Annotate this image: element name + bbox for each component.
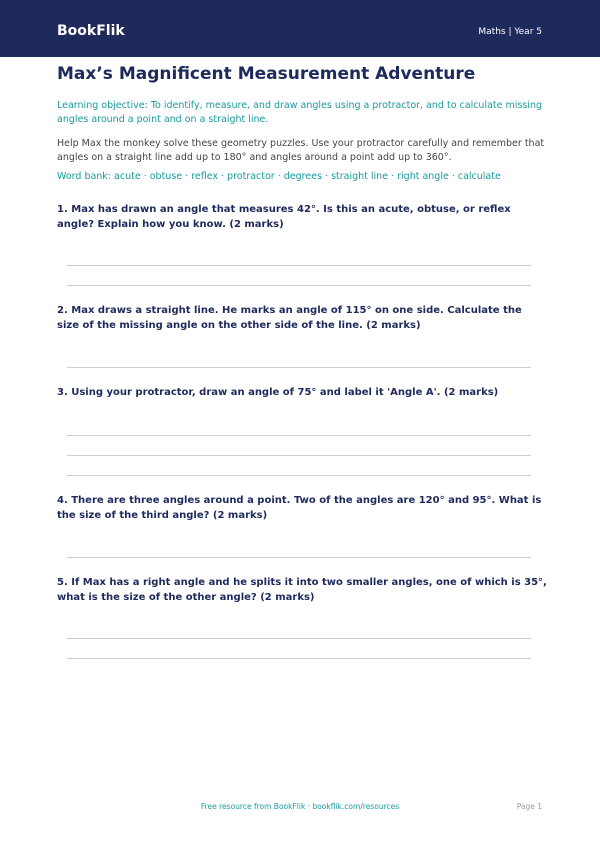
worksheet-title: Max’s Magnificent Measurement Adventure [57,64,476,84]
answer-line[interactable] [67,285,531,286]
answer-line[interactable] [67,475,531,476]
answer-line[interactable] [67,638,531,639]
answer-line[interactable] [67,658,531,659]
answer-line[interactable] [67,455,531,456]
brand-logo[interactable]: BookFlik [57,23,125,39]
subject-year-label: Maths | Year 5 [478,27,542,37]
question-5: 5. If Max has a right angle and he splits it into two smaller angles, one of which is 35°, what is the size of the other angle? (2 marks) [57,577,547,603]
answer-line[interactable] [67,435,531,436]
question-3: 3. Using your protractor, draw an angle of 75° and label it 'Angle A'. (2 marks) [57,387,499,398]
learning-objective: Learning objective: To identify, measure, and draw angles using a protractor, and to calculate missing angles around a point and on a straight line. [57,100,542,125]
answer-line[interactable] [67,557,531,558]
question-1: 1. Max has drawn an angle that measures 42°. Is this an acute, obtuse, or reflex angle? Explain how you know. (2 marks) [57,204,511,230]
question-4: 4. There are three angles around a point. Two of the angles are 120° and 95°. What is the size of the third angle? (2 marks) [57,495,542,521]
footer-resource-link[interactable]: Free resource from BookFlik · bookflik.com/resources [200,802,400,811]
header-bar [0,0,600,57]
page-number: Page 1 [516,802,542,811]
answer-line[interactable] [67,367,531,368]
question-2: 2. Max draws a straight line. He marks an angle of 115° on one side. Calculate the size of the missing angle on the other side of the line. (2 marks) [57,305,522,331]
word-bank: Word bank: acute · obtuse · reflex · protractor · degrees · straight line · right angle · calculate [57,171,501,182]
intro-text: Help Max the monkey solve these geometry puzzles. Use your protractor carefully and remember that angles on a straight line add up to 180° and angles around a point add up to 360°. [57,138,545,163]
answer-line[interactable] [67,265,531,266]
